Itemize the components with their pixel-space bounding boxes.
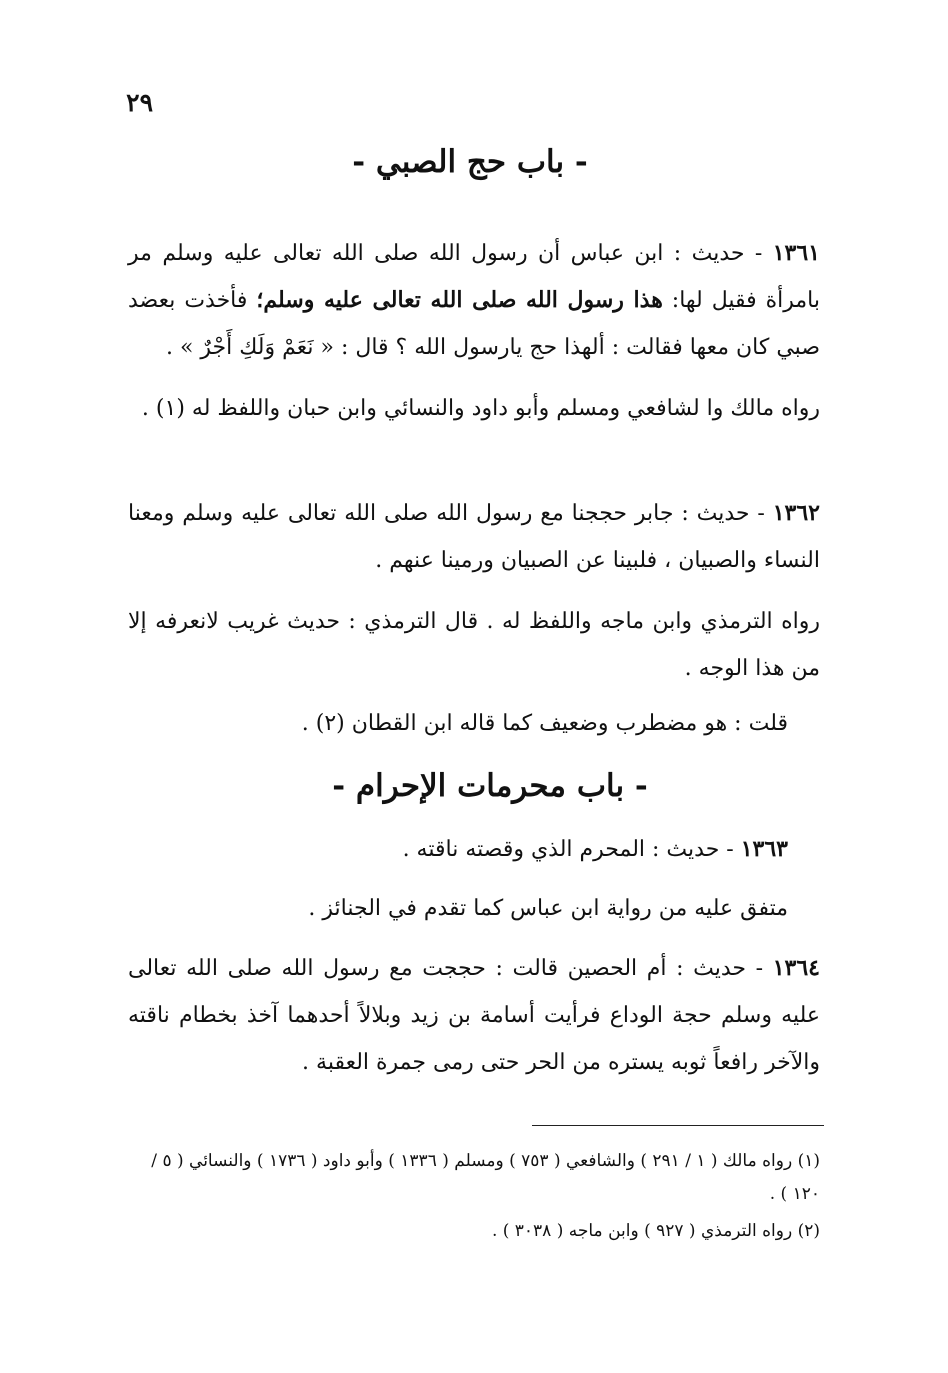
- hadith-text-emphasis: هذا رسول الله صلى الله تعالى عليه وسلم؛: [256, 287, 663, 313]
- hadith-number: ١٣٦٤: [772, 955, 820, 981]
- hadith-number: ١٣٦٣: [740, 836, 788, 862]
- hadith-text: - حديث : ابن عباس أن رسول الله صلى الله تعالى عليه وسلم مر بامرأة فقيل لها:: [128, 241, 821, 313]
- hadith-1364: [128, 945, 820, 1086]
- hadith-1361: [128, 230, 820, 371]
- hadith-1363: [148, 826, 788, 873]
- hadith-number: ١٣٦١: [772, 240, 820, 266]
- section-heading-children-hajj: - باب حج الصبي -: [352, 144, 588, 180]
- narration-1363: متفق عليه من رواية ابن عباس كما تقدم في الجنائز .: [308, 896, 788, 921]
- narration-1361: رواه مالك وا لشافعي ومسلم وأبو داود والنسائي وابن حبان واللفظ له (١) .: [141, 396, 820, 421]
- hadith-1362: [128, 490, 820, 584]
- hadith-text: - حديث : أم الحصين قالت : حججت مع رسول الله صلى الله تعالى عليه وسلم حجة الوداع فرأيت أسامة بن زيد وبلالاً أحدهما آخذ بخطام ناقته والآخر رافعاً ثوبه يستره من الحر حتى رمى جمرة العقبة .: [128, 956, 820, 1075]
- narration-1362: رواه الترمذي وابن ماجه واللفظ له . قال الترمذي : حديث غريب لانعرفه إلا من هذا الوجه .: [128, 609, 820, 681]
- hadith-number: ١٣٦٢: [772, 500, 820, 526]
- hadith-text: فأخذت بعضد صبي كان معها فقالت : ألهذا حج يارسول الله ؟ قال : « نَعَمْ وَلَكِ أَجْرٌ » .: [128, 288, 820, 360]
- footnote-separator: [532, 1125, 824, 1126]
- footnote-2: (٢) رواه الترمذي ( ٩٢٧ ) وابن ماجه ( ٣٠٣٨ ) .: [491, 1221, 820, 1241]
- hadith-text: - حديث : جابر حججنا مع رسول الله صلى الله تعالى عليه وسلم ومعنا النساء والصبيان ، فلبينا عن الصبيان ورمينا عنهم .: [128, 501, 820, 573]
- section-heading-ihram-prohibitions: - باب محرمات الإحرام -: [332, 768, 648, 804]
- hadith-text: - حديث : المحرم الذي وقصته ناقته .: [402, 837, 741, 862]
- footnote-1: (١) رواه مالك ( ١ / ٢٩١ ) والشافعي ( ٧٥٣ ) ومسلم ( ١٣٣٦ ) وأبو داود ( ١٧٣٦ ) والنسائي ( ٥ / ١٢٠ ) .: [151, 1151, 820, 1204]
- comment-1362: قلت : هو مضطرب وضعيف كما قاله ابن القطان (٢) .: [301, 711, 788, 736]
- page-number: ٢٩: [126, 88, 153, 117]
